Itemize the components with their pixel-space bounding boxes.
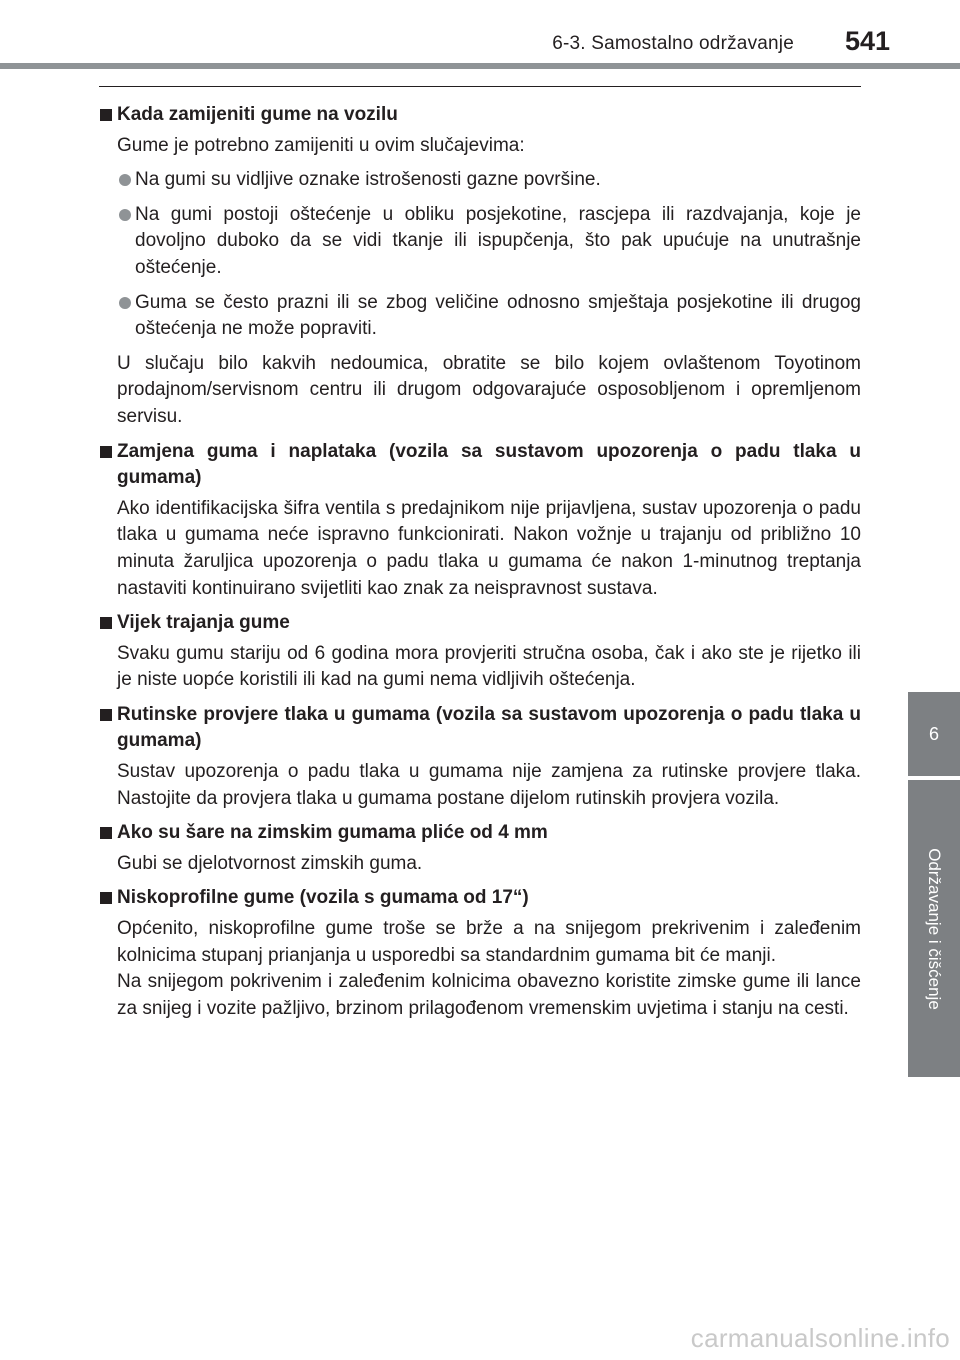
section-intro: Gume je potrebno zamijeniti u ovim slučajevima: [117,134,525,156]
chapter-title: Održavanje i čišćenje [925,847,945,1010]
chapter-tab-label [908,780,960,1077]
section-body: Ako identifikacijska šifra ventila s predajnikom nije prijavljena, sustav upozorenja o padu tlaka u gumama neće ispravno funkcionirati. Nakon vožnje u trajanju od približno 10 minuta žaruljica upozorenja o padu tlaka u gumama će nakon 1-minutnog treptanja nastaviti kontinuirano svijetliti kao znak za neispravnost sustava. [117,497,861,599]
header-rule [99,86,861,87]
bullet-list [99,167,861,343]
section-note: U slučaju bilo kakvih nedoumica, obratite se bilo kojem ovlaštenom Toyotinom prodajnom/servisnom centru ili drugom odgovarajuće osposobljenom i opremljenom servisu. [117,352,861,427]
section-title: Kada zamijeniti gume na vozilu [99,102,861,129]
section-title: Zamjena guma i naplataka (vozila sa sustavom upozorenja o padu tlaka u gumama) [99,439,861,492]
watermark: carmanualsonline.info [690,1323,950,1353]
header-section-title: 6-3. Samostalno održavanje [552,33,794,54]
bullet-item: Na gumi postoji oštećenje u obliku posjekotine, rascjepa ili razdvajanja, koje je dovoljno duboko da se vidi tkanje ili ispupčenja, što pak upućuje na unutrašnje oštećenje. [99,202,861,282]
page-content [99,96,861,1030]
section-body-continued: Na snijegom pokrivenim i zaleđenim kolnicima obavezno koristite zimske gume ili lance za snijeg i vozite pažljivo, brzinom prilagođenom vremenskim uvjetima i stanju na cesti. [117,971,861,1019]
section-title: Rutinske provjere tlaka u gumama (vozila sa sustavom upozorenja o padu tlaka u gumama) [99,702,861,755]
section-title: Ako su šare na zimskim gumama pliće od 4 mm [99,820,861,847]
chapter-tab-number [908,692,960,776]
bullet-item: Na gumi su vidljive oznake istrošenosti gazne površine. [99,167,861,194]
header-band [0,63,960,69]
section-body: Gubi se djelotvornost zimskih guma. [117,852,423,874]
section-routine-pressure-checks [99,702,861,812]
section-winter-tread-depth [99,820,861,877]
section-body: Općenito, niskoprofilne gume troše se brže a na snijegom prekrivenim i zaleđenim kolnicima stupanj prianjanja u usporedbi sa standardnim gumama bit će manji. [117,918,861,966]
section-body: Svaku gumu stariju od 6 godina mora provjeriti stručna osoba, čak i ako ste je rijetko ili je niste uopće koristili ili kad na gumi nema vidljivih oštećenja. [117,642,861,691]
section-tire-lifespan [99,610,861,694]
section-body: Sustav upozorenja o padu tlaka u gumama nije zamjena za rutinske provjere tlaka. Nastojite da provjera tlaka u gumama postane dijelom rutinskih provjera vozila. [117,761,861,809]
page-number: 541 [844,26,890,56]
section-tire-replacement [99,102,861,431]
section-title: Niskoprofilne gume (vozila s gumama od 17“) [99,885,861,912]
section-title: Vijek trajanja gume [99,610,861,637]
section-low-profile-tires [99,885,861,1022]
bullet-item: Guma se često prazni ili se zbog veličine odnosno smještaja posjekotine ili drugog oštećenja ne može popraviti. [99,290,861,343]
chapter-number: 6 [928,723,939,744]
section-tire-wheel-change [99,439,861,603]
